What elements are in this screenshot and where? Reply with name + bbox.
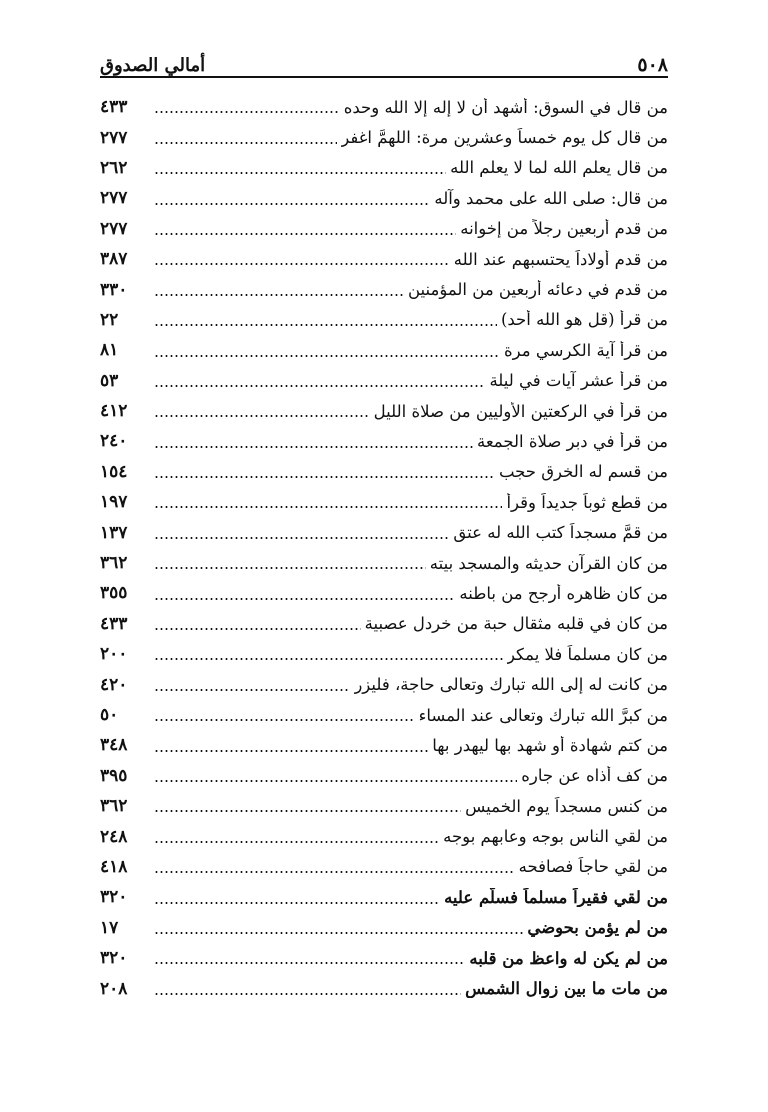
entry-text: من كتم شهادة أو شهد بها ليهدر بها	[432, 735, 668, 755]
entry-page-number: ٥٠	[100, 705, 119, 725]
entry-page-number: ٤١٨	[100, 856, 128, 877]
dot-leader	[154, 780, 517, 782]
index-entry	[100, 244, 668, 274]
entry-page-number: ٤٢٠	[100, 674, 128, 695]
entry-text: من كان مسلماً فلا يمكر	[506, 644, 668, 664]
entry-text: من كانت له إلى الله تبارك وتعالى حاجة، فليزر	[354, 675, 668, 695]
index-entry	[100, 457, 668, 487]
dot-leader	[154, 567, 426, 569]
dot-leader	[154, 598, 455, 600]
index-entry	[100, 609, 668, 639]
entry-page-number: ٣٥٥	[100, 583, 128, 604]
index-entry	[100, 943, 668, 973]
dot-leader	[154, 750, 428, 752]
book-title: أمالي الصدوق	[100, 55, 206, 76]
entry-page-number: ٣٩٥	[100, 765, 128, 786]
index-entry	[100, 214, 668, 244]
index-entry	[100, 487, 668, 517]
index-entry	[100, 852, 668, 882]
entry-page-number: ١٣٧	[100, 522, 128, 543]
index-entry	[100, 761, 668, 791]
dot-leader	[154, 446, 473, 448]
entry-text: من قرأ عشر آيات في ليلة	[489, 371, 668, 391]
index-entry	[100, 700, 668, 730]
header-rule	[100, 76, 668, 78]
dot-leader	[154, 537, 449, 539]
index-entry	[100, 426, 668, 456]
entry-page-number: ١٥٤	[100, 461, 128, 482]
dot-leader	[154, 263, 450, 265]
index-entry	[100, 669, 668, 699]
entry-page-number: ٢٠٠	[100, 644, 128, 665]
entry-page-number: ٢٠٨	[100, 978, 128, 999]
dot-leader	[154, 689, 350, 691]
entry-text: من لم يكن له واعظ من قلبه	[469, 948, 668, 968]
index-entry	[100, 882, 668, 912]
entry-page-number: ٢٤٨	[100, 826, 128, 847]
dot-leader	[154, 658, 503, 660]
entry-page-number: ٣٨٧	[100, 249, 128, 270]
dot-leader	[154, 111, 340, 113]
entry-page-number: ٥٣	[100, 370, 119, 391]
entry-text: من قرأ (قل هو الله أحد)	[500, 310, 668, 330]
dot-leader	[154, 142, 337, 144]
entry-page-number: ٤١٢	[100, 401, 128, 422]
entry-page-number: ٤٣٣	[100, 613, 128, 634]
dot-leader	[154, 355, 500, 357]
dot-leader	[154, 294, 404, 296]
dot-leader	[154, 415, 370, 417]
entry-text: من كف أذاه عن جاره	[521, 766, 668, 786]
dot-leader	[154, 203, 430, 205]
page-number: ٥٠٨	[637, 54, 668, 76]
entry-text: من قطع ثوباً جديداً وقرأ	[506, 492, 668, 512]
dot-leader	[154, 506, 502, 508]
entry-page-number: ٢٤٠	[100, 431, 128, 452]
index-entry	[100, 183, 668, 213]
dot-leader	[154, 233, 456, 235]
dot-leader	[154, 324, 497, 326]
index-entry	[100, 730, 668, 760]
entry-text: من لقي الناس بوجه وعابهم بوجه	[443, 827, 668, 847]
dot-leader	[154, 172, 446, 174]
entry-text: من كان في قلبه مثقال حبة من خردل عصبية	[364, 614, 668, 634]
entry-text: من قدم في دعائه أربعين من المؤمنين	[407, 280, 668, 300]
entry-text: من قسم له الخرق حجب	[498, 462, 668, 482]
entry-text: من قدم أربعين رجلاً من إخوانه	[460, 219, 668, 239]
dot-leader	[154, 871, 515, 873]
index-entry	[100, 517, 668, 547]
entry-text: من قال يعلم الله لما لا يعلم الله	[450, 158, 668, 178]
entry-text: من لم يؤمن بحوضي	[527, 918, 668, 938]
index-entry	[100, 639, 668, 669]
dot-leader	[154, 993, 461, 995]
dot-leader	[154, 841, 439, 843]
entry-page-number: ٢٢	[100, 309, 119, 330]
entry-text: من قرأ في الركعتين الأوليين من صلاة الليل	[373, 401, 668, 421]
index-entry	[100, 548, 668, 578]
entry-text: من كان القرآن حديثه والمسجد بيته	[429, 553, 668, 573]
entry-page-number: ٣٣٠	[100, 279, 128, 300]
entry-page-number: ١٧	[100, 917, 119, 938]
index-entry	[100, 913, 668, 943]
entry-text: من قرأ آية الكرسي مرة	[504, 340, 668, 360]
index-entry	[100, 973, 668, 1003]
dot-leader	[154, 719, 415, 721]
entry-text: من قال: صلى الله على محمد وآله	[434, 188, 668, 208]
entry-text: من قال كل يوم خمساً وعشرين مرة: اللهمَّ اغفر	[341, 128, 668, 148]
entry-text: من لقي فقيراً مسلماً فسلّم عليه	[444, 887, 668, 907]
index-entry	[100, 791, 668, 821]
entry-page-number: ٣٢٠	[100, 887, 128, 908]
entry-text: من قرأ في دبر صلاة الجمعة	[477, 431, 668, 451]
index-entry	[100, 821, 668, 851]
entry-page-number: ٣٤٨	[100, 735, 128, 756]
entry-page-number: ٤٣٣	[100, 97, 128, 118]
entry-page-number: ١٩٧	[100, 492, 128, 513]
entry-text: من قدم أولاداً يحتسبهم عند الله	[453, 249, 668, 269]
entry-text: من قمَّ مسجداً كتب الله له عتق	[453, 523, 668, 543]
index-entry	[100, 153, 668, 183]
entry-page-number: ٢٧٧	[100, 218, 128, 239]
index-entry	[100, 305, 668, 335]
entry-text: من قال في السوق: أشهد أن لا إله إلا الله وحده	[343, 97, 668, 117]
running-header	[100, 46, 668, 76]
index-list	[100, 92, 668, 1004]
entry-page-number: ٣٦٢	[100, 553, 128, 574]
dot-leader	[154, 476, 495, 478]
index-entry	[100, 366, 668, 396]
dot-leader	[154, 932, 523, 934]
index-entry	[100, 122, 668, 152]
entry-page-number: ٢٧٧	[100, 188, 128, 209]
entry-page-number: ٨١	[100, 340, 119, 361]
entry-text: من كان ظاهره أرجح من باطنه	[459, 583, 668, 603]
entry-page-number: ٢٧٧	[100, 127, 128, 148]
dot-leader	[154, 810, 461, 812]
dot-leader	[154, 385, 485, 387]
index-entry	[100, 274, 668, 304]
entry-text: من مات ما بين زوال الشمس	[465, 979, 668, 999]
index-entry	[100, 578, 668, 608]
index-entry	[100, 396, 668, 426]
dot-leader	[154, 628, 361, 630]
entry-text: من لقي حاجاً فصافحه	[518, 857, 668, 877]
entry-page-number: ٣٢٠	[100, 948, 128, 969]
dot-leader	[154, 902, 440, 904]
entry-text: من كنس مسجداً يوم الخميس	[465, 796, 668, 816]
index-entry	[100, 335, 668, 365]
dot-leader	[154, 962, 465, 964]
index-entry	[100, 92, 668, 122]
entry-text: من كبرَّ الله تبارك وتعالى عند المساء	[418, 705, 668, 725]
entry-page-number: ٢٦٢	[100, 157, 128, 178]
entry-page-number: ٣٦٢	[100, 796, 128, 817]
